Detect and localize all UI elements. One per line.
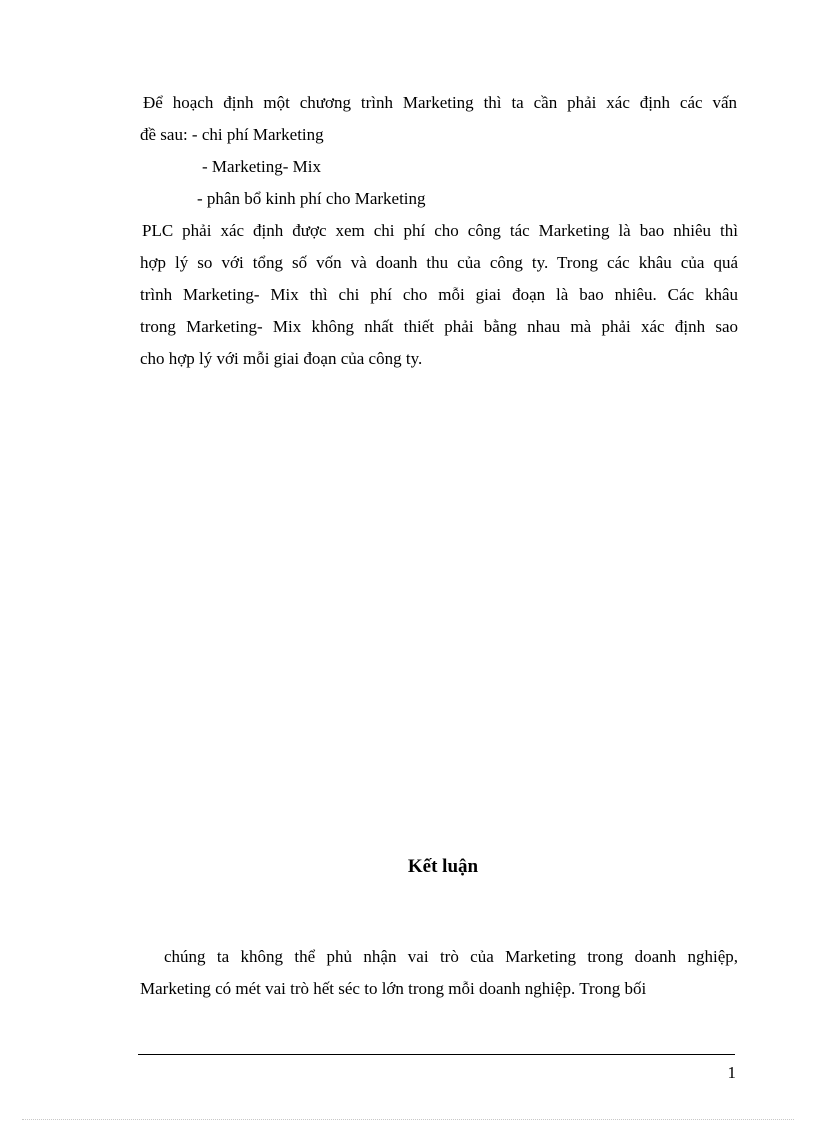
conclusion-paragraph-line-1: chúng ta không thể phủ nhận vai trò của Marketing trong doanh nghiệp, bbox=[164, 947, 738, 966]
paragraph-intro-line-2: đề sau: - chi phí Marketing bbox=[140, 125, 324, 144]
conclusion-heading: Kết luận bbox=[407, 856, 479, 877]
paragraph-plc-line-4: trong Marketing- Mix không nhất thiết phải bằng nhau mà phải xác định sao bbox=[140, 317, 738, 336]
paragraph-plc-line-3: trình Marketing- Mix thì chi phí cho mỗi giai đoạn là bao nhiêu. Các khâu bbox=[140, 285, 738, 304]
paragraph-plc-line-1: PLC phải xác định được xem chi phí cho công tác Marketing là bao nhiêu thì bbox=[142, 221, 738, 240]
page-bottom-edge bbox=[22, 1119, 794, 1120]
list-item-marketing-mix: - Marketing- Mix bbox=[202, 157, 321, 176]
paragraph-plc-line-5: cho hợp lý với mỗi giai đoạn của công ty. bbox=[140, 349, 423, 368]
paragraph-plc-line-2: hợp lý so với tổng số vốn và doanh thu của công ty. Trong các khâu của quá bbox=[140, 253, 738, 272]
page-number: 1 bbox=[727, 1063, 736, 1082]
footer-divider bbox=[138, 1054, 735, 1055]
list-item-budget-allocation: - phân bổ kinh phí cho Marketing bbox=[197, 189, 426, 208]
paragraph-intro-line-1: Để hoạch định một chương trình Marketing thì ta cần phải xác định các vấn bbox=[143, 93, 737, 112]
conclusion-paragraph-line-2: Marketing có mét vai trò hết séc to lớn trong mỗi doanh nghiệp. Trong bối bbox=[140, 979, 647, 998]
